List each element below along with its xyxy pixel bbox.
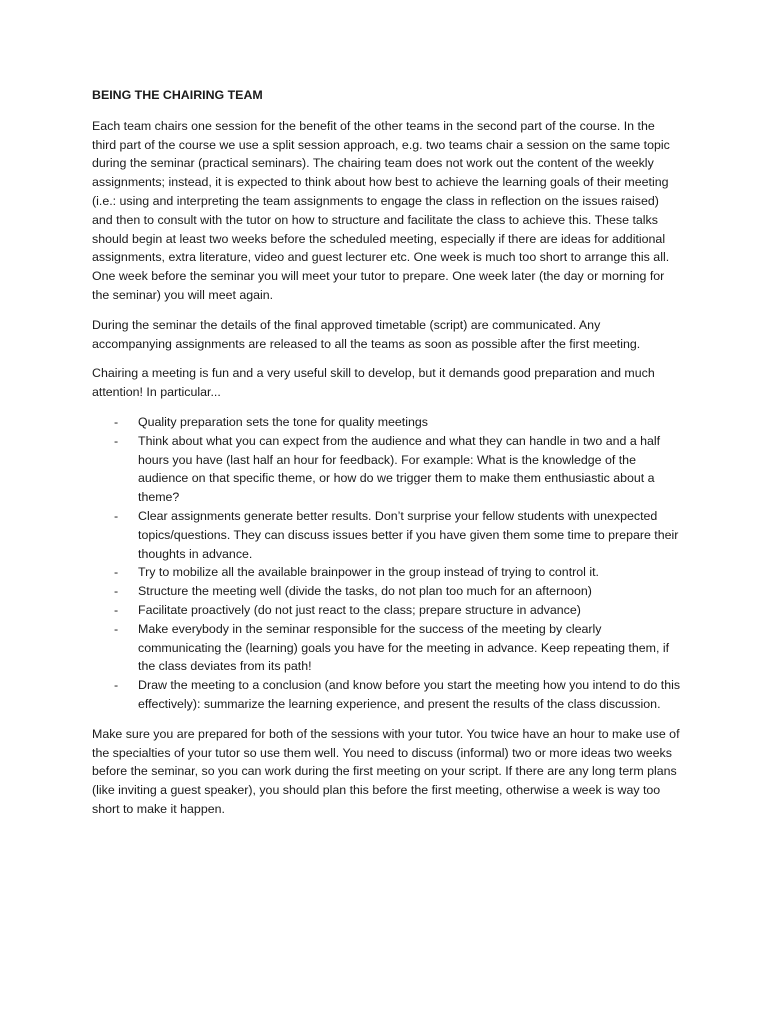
- list-item-text: Facilitate proactively (do not just react to the class; prepare structure in advance): [138, 602, 581, 617]
- bullet-dash: -: [114, 433, 119, 448]
- paragraph-chairing: Chairing a meeting is fun and a very useful skill to develop, but it demands good preparation and much attention! In particular...: [92, 366, 655, 400]
- list-item: [92, 413, 682, 432]
- list-item-text: Think about what you can expect from the audience and what they can handle in two and a half hours you have (last half an hour for feedback). For example: What is the knowledge of the audience on that specific theme, or how do we trigger them to make them enthusiastic about a theme?: [138, 433, 661, 505]
- paragraph-tutor-sessions: Make sure you are prepared for both of the sessions with your tutor. You twice have an hour to make use of the specialties of your tutor so use them well. You need to discuss (informal) two or more ideas two weeks before the seminar, so you can work during the first meeting on your script. If there are any long term plans (like inviting a guest speaker), you should plan this before the first meeting, otherwise a week is way too short to make it happen.: [92, 726, 680, 816]
- list-item: [92, 620, 682, 676]
- document-title: BEING THE CHAIRING TEAM: [92, 88, 263, 102]
- list-item-text: Clear assignments generate better results. Don’t surprise your fellow students with unexpected topics/questions. They can discuss issues better if you have given them some time to prepare their thoughts in advance.: [138, 508, 679, 561]
- bullet-dash: -: [114, 584, 119, 599]
- list-item: [92, 563, 682, 582]
- list-item-text: Draw the meeting to a conclusion (and know before you start the meeting how you intend to do this effectively): summarize the learning experience, and present the results of the class discussion.: [138, 678, 681, 711]
- bullet-dash: -: [114, 414, 119, 429]
- bullet-dash: -: [114, 565, 119, 580]
- bullet-dash: -: [114, 621, 119, 636]
- tips-list: [92, 413, 682, 714]
- bullet-dash: -: [114, 508, 119, 523]
- list-item: [92, 507, 682, 563]
- document-page: [92, 86, 682, 830]
- bullet-dash: -: [114, 602, 119, 617]
- list-item: [92, 582, 682, 601]
- list-item: [92, 432, 682, 507]
- paragraph-timetable: During the seminar the details of the final approved timetable (script) are communicated. Any accompanying assignments are released to all the teams as soon as possible after the first meeting.: [92, 317, 641, 351]
- list-item-text: Try to mobilize all the available brainpower in the group instead of trying to control it.: [138, 565, 599, 580]
- paragraph-intro: Each team chairs one session for the benefit of the other teams in the second part of the course. In the third part of the course we use a split session approach, e.g. two teams chair a session on the same topic during the seminar (practical seminars). The chairing team does not work out the content of the weekly assignments; instead, it is expected to think about how best to achieve the learning goals of their meeting (i.e.: using and interpreting the team assignments to engage the class in reflection on the issues raised) and then to consult with the tutor on how to structure and facilitate the class to achieve this. These talks should begin at least two weeks before the scheduled meeting, especially if there are ideas for additional assignments, extra literature, video and guest lecturer etc. One week is much too short to arrange this all. One week before the seminar you will meet your tutor to prepare. One week later (the day or morning for the seminar) you will meet again.: [92, 118, 670, 302]
- list-item-text: Quality preparation sets the tone for quality meetings: [138, 414, 428, 429]
- list-item-text: Structure the meeting well (divide the tasks, do not plan too much for an afternoon): [138, 584, 592, 599]
- list-item-text: Make everybody in the seminar responsible for the success of the meeting by clearly communicating the (learning) goals you have for the meeting in advance. Keep repeating them, if the class deviates from its path!: [138, 621, 670, 674]
- list-item: [92, 601, 682, 620]
- list-item: [92, 676, 682, 714]
- bullet-dash: -: [114, 678, 119, 693]
